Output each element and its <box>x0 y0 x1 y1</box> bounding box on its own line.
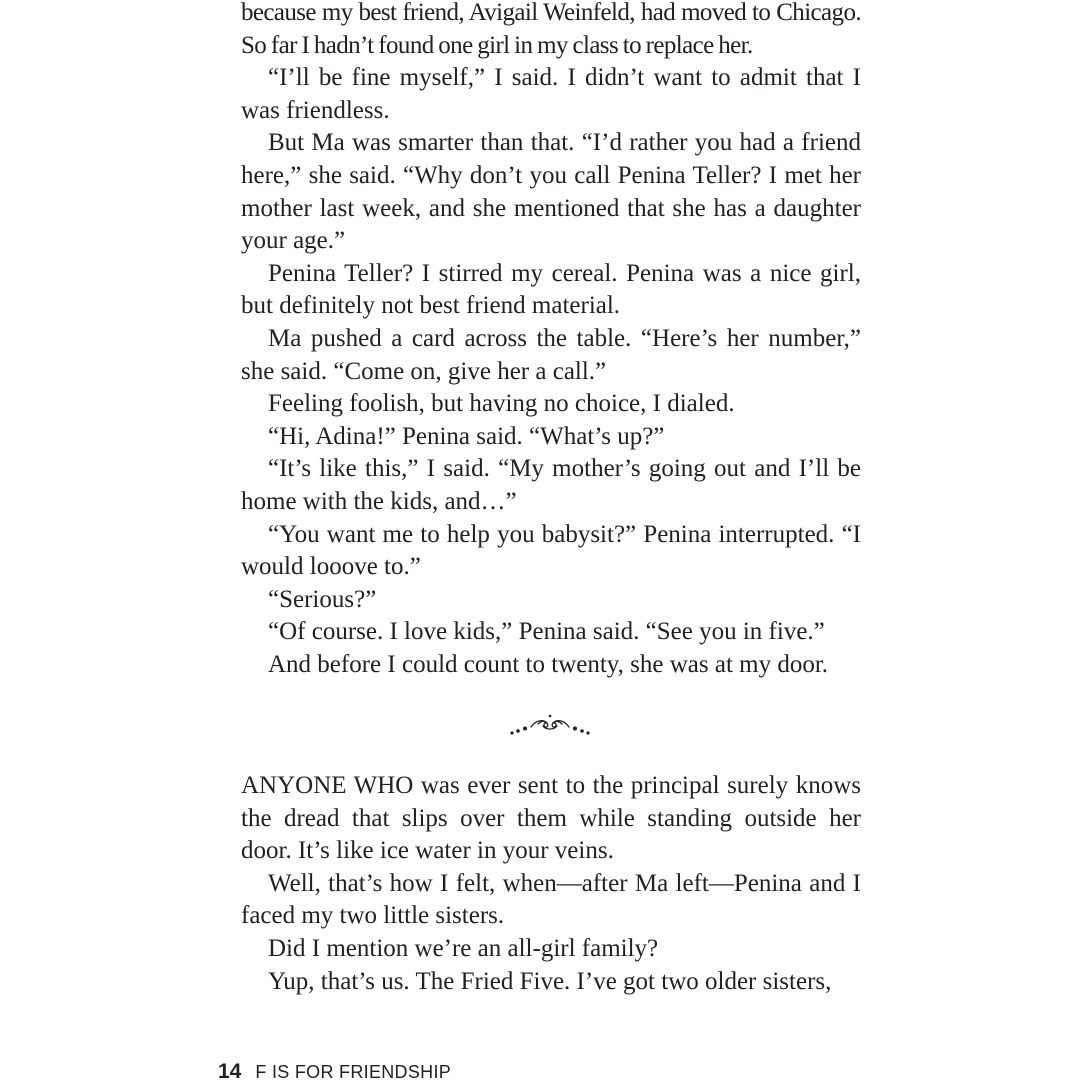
text-block-bottom <box>241 770 861 998</box>
paragraph: Ma pushed a card across the table. “Here’s her number,” she said. “Come on, give her a call.” <box>241 324 861 385</box>
paragraph: “It’s like this,” I said. “My mother’s going out and I’ll be home with the kids, and…” <box>241 455 861 515</box>
paragraph: Feeling foolish, but having no choice, I dialed. <box>268 390 735 418</box>
paragraph: ANYONE WHO was ever sent to the principal surely knows the dread that slips over them while standing outside her door. It’s like ice water in your veins. <box>241 772 861 865</box>
paragraph: “Serious?” <box>268 585 377 613</box>
paragraph: And before I could count to twenty, she was at my door. <box>268 650 829 678</box>
paragraph: Well, that’s how I felt, when—after Ma left—Penina and I faced my two little sisters. <box>241 869 861 930</box>
paragraph: Penina Teller? I stirred my cereal. Penina was a nice girl, but definitely not best friend material. <box>241 259 861 320</box>
text-block-top <box>241 0 861 681</box>
running-title: F IS FOR FRIENDSHIP <box>255 1061 452 1082</box>
paragraph: “I’ll be fine myself,” I said. I didn’t want to admit that I was friendless. <box>241 64 861 124</box>
flourish-divider-icon <box>500 706 600 742</box>
page-footer <box>218 1059 451 1085</box>
paragraph: because my best friend, Avigail Weinfeld, had moved to Chicago. So far I hadn’t found one girl in my class to replace her. <box>241 0 861 59</box>
paragraph: “Of course. I love kids,” Penina said. “See you in five.” <box>268 618 825 646</box>
paragraph: Did I mention we’re an all-girl family? <box>268 934 659 962</box>
paragraph: “Hi, Adina!” Penina said. “What’s up?” <box>268 422 665 450</box>
paragraph: But Ma was smarter than that. “I’d rather you had a friend here,” she said. “Why don’t you call Penina Teller? I met her mother last week, and she mentioned that she has a daughter your age.” <box>241 129 861 255</box>
paragraph: “You want me to help you babysit?” Penina interrupted. “I would looove to.” <box>241 520 861 581</box>
page-number: 14 <box>218 1060 242 1083</box>
paragraph: Yup, that’s us. The Fried Five. I’ve got two older sisters, <box>268 967 832 995</box>
